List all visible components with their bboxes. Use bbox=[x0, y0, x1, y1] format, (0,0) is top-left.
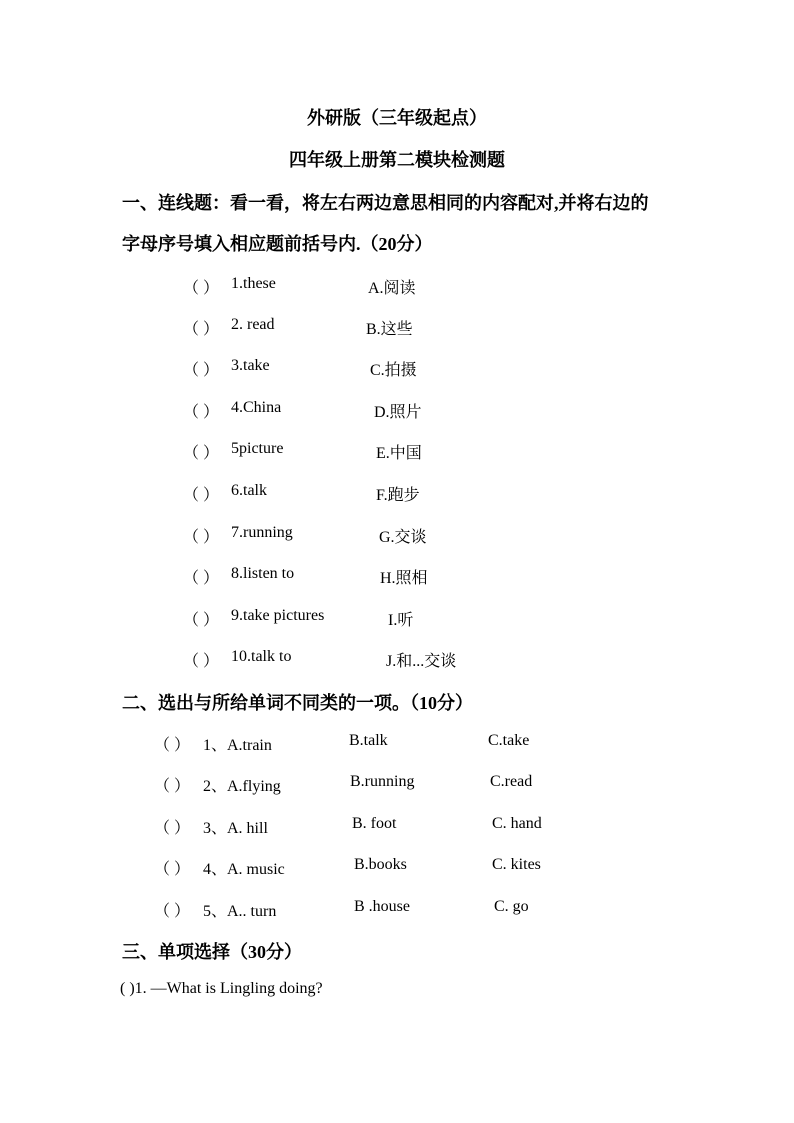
answer-bracket[interactable]: （ ） bbox=[183, 529, 220, 546]
matching-right: A.阅读 bbox=[368, 280, 416, 297]
choice-c: C.read bbox=[490, 773, 533, 790]
matching-left: 9.take pictures bbox=[231, 607, 325, 624]
choice-b: B. foot bbox=[352, 815, 397, 832]
matching-right: H.照相 bbox=[380, 570, 428, 587]
matching-right: E.中国 bbox=[376, 445, 422, 462]
choice-b: B.running bbox=[350, 773, 415, 790]
answer-bracket[interactable]: （ ） bbox=[183, 653, 220, 670]
answer-bracket[interactable]: （ ） bbox=[154, 737, 191, 754]
section3-heading: 三、单项选择（30分） bbox=[122, 942, 302, 962]
answer-bracket[interactable]: （ ） bbox=[154, 820, 191, 837]
choice-c: C. kites bbox=[492, 856, 541, 873]
matching-right: J.和...交谈 bbox=[386, 653, 457, 670]
choice-b: B.talk bbox=[349, 732, 388, 749]
answer-bracket[interactable]: （ ） bbox=[154, 778, 191, 795]
choice-c: C.take bbox=[488, 732, 530, 749]
question-1: ( )1. —What is Lingling doing? bbox=[120, 980, 323, 997]
matching-left: 7.running bbox=[231, 524, 293, 541]
doc-subtitle: 四年级上册第二模块检测题 bbox=[289, 150, 505, 170]
answer-bracket[interactable]: （ ） bbox=[154, 903, 191, 920]
matching-right: B.这些 bbox=[366, 321, 413, 338]
choice-a: 4、A. music bbox=[203, 861, 285, 878]
choice-a: 3、A. hill bbox=[203, 820, 268, 837]
matching-right: D.照片 bbox=[374, 404, 422, 421]
choice-a: 1、A.train bbox=[203, 737, 272, 754]
section2-heading: 二、选出与所给单词不同类的一项。（10分） bbox=[122, 693, 473, 713]
matching-right: F.跑步 bbox=[376, 487, 420, 504]
answer-bracket[interactable]: （ ） bbox=[183, 570, 220, 587]
matching-right: C.拍摄 bbox=[370, 362, 417, 379]
choice-c: C. go bbox=[494, 898, 529, 915]
choice-b: B.books bbox=[354, 856, 407, 873]
choice-c: C. hand bbox=[492, 815, 542, 832]
answer-bracket[interactable]: （ ） bbox=[183, 280, 220, 297]
answer-bracket[interactable]: （ ） bbox=[183, 445, 220, 462]
answer-bracket[interactable]: （ ） bbox=[183, 612, 220, 629]
matching-right: G.交谈 bbox=[379, 529, 427, 546]
doc-title: 外研版（三年级起点） bbox=[307, 108, 487, 128]
matching-right: I.听 bbox=[388, 612, 414, 629]
answer-bracket[interactable]: （ ） bbox=[183, 362, 220, 379]
answer-bracket[interactable]: （ ） bbox=[183, 487, 220, 504]
choice-a: 5、A.. turn bbox=[203, 903, 277, 920]
answer-bracket[interactable]: （ ） bbox=[183, 404, 220, 421]
matching-left: 3.take bbox=[231, 357, 270, 374]
matching-left: 6.talk bbox=[231, 482, 267, 499]
matching-left: 1.these bbox=[231, 275, 276, 292]
section1-heading-line1: 一、连线题：看一看，将左右两边意思相同的内容配对,并将右边的 bbox=[122, 193, 649, 213]
answer-bracket[interactable]: （ ） bbox=[154, 861, 191, 878]
matching-left: 10.talk to bbox=[231, 648, 292, 665]
choice-b: B .house bbox=[354, 898, 410, 915]
matching-left: 8.listen to bbox=[231, 565, 295, 582]
choice-a: 2、A.flying bbox=[203, 778, 281, 795]
answer-bracket[interactable]: （ ） bbox=[183, 321, 220, 338]
matching-left: 5picture bbox=[231, 440, 284, 457]
section1-heading-line2: 字母序号填入相应题前括号内.（20分） bbox=[122, 234, 433, 254]
matching-left: 2. read bbox=[231, 316, 275, 333]
matching-left: 4.China bbox=[231, 399, 282, 416]
